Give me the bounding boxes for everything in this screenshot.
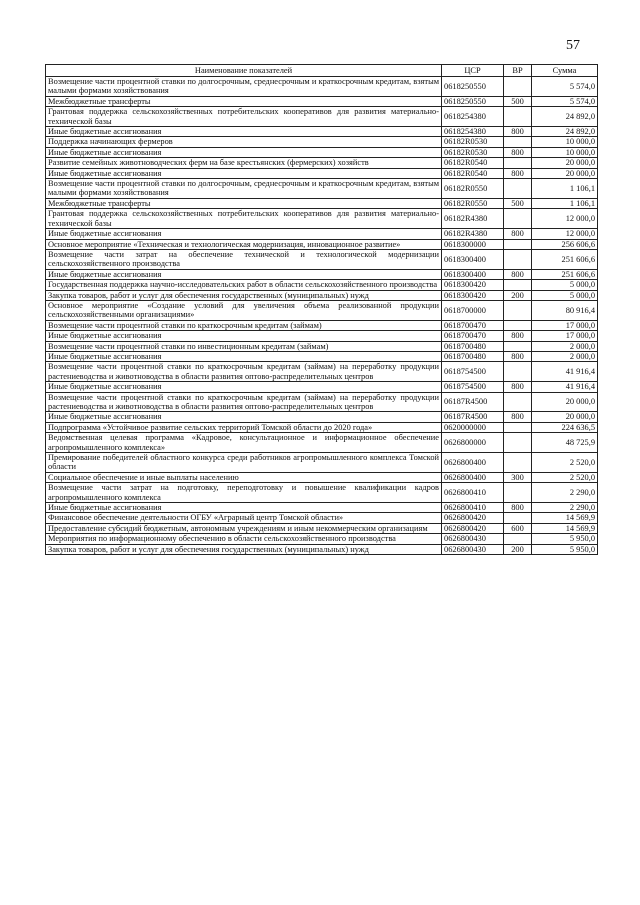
row-vr-cell: 200 <box>504 290 532 300</box>
row-name-cell: Возмещение части процентной ставки по долгосрочным, среднесрочным и краткосрочным кредитам, взятым малыми формами хозяйствования <box>46 77 442 97</box>
row-sum-cell: 2 520,0 <box>532 453 598 473</box>
row-csr-cell: 0618300000 <box>442 239 504 249</box>
row-csr-cell: 06182R0550 <box>442 179 504 199</box>
row-name-cell: Возмещение части процентной ставки по краткосрочным кредитам (займам) на переработку продукции растениеводства и животноводства в области развития оптово-распределительных центров <box>46 362 442 382</box>
row-vr-cell: 800 <box>504 127 532 137</box>
row-vr-cell <box>504 483 532 503</box>
row-name-cell: Иные бюджетные ассигнования <box>46 503 442 513</box>
row-csr-cell: 0618700470 <box>442 320 504 330</box>
row-vr-cell: 800 <box>504 229 532 239</box>
row-name-cell: Грантовая поддержка сельскохозяйственных потребительских кооперативов для развития материально-технической базы <box>46 107 442 127</box>
row-vr-cell <box>504 209 532 229</box>
row-name-cell: Финансовое обеспечение деятельности ОГБУ «Аграрный центр Томской области» <box>46 513 442 523</box>
row-name-cell: Иные бюджетные ассигнования <box>46 127 442 137</box>
row-csr-cell: 06182R0540 <box>442 168 504 178</box>
row-name-cell: Основное мероприятие «Техническая и технологическая модернизация, инновационное развитие» <box>46 239 442 249</box>
table-row <box>46 331 598 341</box>
row-sum-cell: 80 916,4 <box>532 300 598 320</box>
table-row <box>46 513 598 523</box>
row-name-cell: Поддержка начинающих фермеров <box>46 137 442 147</box>
row-sum-cell: 10 000,0 <box>532 137 598 147</box>
row-name-cell: Межбюджетные трансферты <box>46 198 442 208</box>
table-row <box>46 320 598 330</box>
row-csr-cell: 0618254380 <box>442 107 504 127</box>
table-row <box>46 412 598 422</box>
row-vr-cell <box>504 158 532 168</box>
row-csr-cell: 0626800430 <box>442 544 504 554</box>
table-row <box>46 422 598 432</box>
row-vr-cell <box>504 513 532 523</box>
table-row <box>46 229 598 239</box>
row-vr-cell <box>504 300 532 320</box>
row-vr-cell <box>504 239 532 249</box>
row-vr-cell: 800 <box>504 331 532 341</box>
row-csr-cell: 06187R4500 <box>442 392 504 412</box>
row-sum-cell: 14 569,9 <box>532 513 598 523</box>
row-name-cell: Возмещение части процентной ставки по инвестиционным кредитам (займам) <box>46 341 442 351</box>
table-row <box>46 239 598 249</box>
row-csr-cell: 0618700480 <box>442 341 504 351</box>
row-vr-cell <box>504 249 532 269</box>
table-row <box>46 77 598 97</box>
row-name-cell: Возмещение части процентной ставки по краткосрочным кредитам (займам) на переработку продукции растениеводства и животноводства в области развития оптово-распределительных центров <box>46 392 442 412</box>
row-vr-cell <box>504 422 532 432</box>
row-vr-cell <box>504 453 532 473</box>
row-csr-cell: 0618300400 <box>442 249 504 269</box>
table-row <box>46 269 598 279</box>
row-csr-cell: 06182R0540 <box>442 158 504 168</box>
row-vr-cell: 800 <box>504 269 532 279</box>
row-csr-cell: 0626800410 <box>442 483 504 503</box>
header-csr: ЦСР <box>442 65 504 77</box>
table-row <box>46 158 598 168</box>
row-sum-cell: 5 574,0 <box>532 77 598 97</box>
row-name-cell: Предоставление субсидий бюджетным, автономным учреждениям и иным некоммерческим организациям <box>46 523 442 533</box>
table-row <box>46 147 598 157</box>
row-csr-cell: 06182R4380 <box>442 209 504 229</box>
row-csr-cell: 0618250550 <box>442 77 504 97</box>
row-sum-cell: 2 000,0 <box>532 341 598 351</box>
row-sum-cell: 5 000,0 <box>532 280 598 290</box>
row-name-cell: Возмещение части затрат на подготовку, переподготовку и повышение квалификации кадров агропромышленного комплекса <box>46 483 442 503</box>
table-row <box>46 107 598 127</box>
row-vr-cell: 500 <box>504 96 532 106</box>
row-csr-cell: 0618254380 <box>442 127 504 137</box>
row-sum-cell: 24 892,0 <box>532 107 598 127</box>
row-csr-cell: 0618754500 <box>442 362 504 382</box>
table-header-row <box>46 65 598 77</box>
row-sum-cell: 2 290,0 <box>532 483 598 503</box>
row-csr-cell: 0626800430 <box>442 534 504 544</box>
table-row <box>46 351 598 361</box>
row-vr-cell <box>504 77 532 97</box>
row-vr-cell: 800 <box>504 412 532 422</box>
row-csr-cell: 0618700470 <box>442 331 504 341</box>
row-vr-cell <box>504 534 532 544</box>
row-sum-cell: 41 916,4 <box>532 382 598 392</box>
row-name-cell: Межбюджетные трансферты <box>46 96 442 106</box>
row-csr-cell: 0626800000 <box>442 433 504 453</box>
row-csr-cell: 0618754500 <box>442 382 504 392</box>
row-name-cell: Возмещение части затрат на обеспечение технической и технологической модернизации сельскохозяйственного производства <box>46 249 442 269</box>
row-sum-cell: 10 000,0 <box>532 147 598 157</box>
row-name-cell: Подпрограмма «Устойчивое развитие сельских территорий Томской области до 2020 года» <box>46 422 442 432</box>
row-vr-cell <box>504 280 532 290</box>
row-sum-cell: 2 290,0 <box>532 503 598 513</box>
row-sum-cell: 20 000,0 <box>532 392 598 412</box>
row-sum-cell: 12 000,0 <box>532 209 598 229</box>
row-sum-cell: 12 000,0 <box>532 229 598 239</box>
header-name: Наименование показателей <box>46 65 442 77</box>
table-row <box>46 280 598 290</box>
row-csr-cell: 0618700480 <box>442 351 504 361</box>
row-sum-cell: 5 950,0 <box>532 544 598 554</box>
row-vr-cell <box>504 320 532 330</box>
budget-table <box>45 64 598 555</box>
row-csr-cell: 06187R4500 <box>442 412 504 422</box>
row-sum-cell: 5 574,0 <box>532 96 598 106</box>
row-vr-cell: 800 <box>504 503 532 513</box>
row-sum-cell: 256 606,6 <box>532 239 598 249</box>
row-csr-cell: 0626800400 <box>442 453 504 473</box>
row-name-cell: Иные бюджетные ассигнования <box>46 269 442 279</box>
row-sum-cell: 2 520,0 <box>532 472 598 482</box>
table-row <box>46 544 598 554</box>
row-name-cell: Грантовая поддержка сельскохозяйственных потребительских кооперативов для развития материально-технической базы <box>46 209 442 229</box>
row-vr-cell: 600 <box>504 523 532 533</box>
row-vr-cell: 800 <box>504 382 532 392</box>
row-name-cell: Иные бюджетные ассигнования <box>46 147 442 157</box>
row-csr-cell: 0618250550 <box>442 96 504 106</box>
table-row <box>46 503 598 513</box>
row-sum-cell: 2 000,0 <box>532 351 598 361</box>
table-row <box>46 341 598 351</box>
table-row <box>46 290 598 300</box>
row-sum-cell: 20 000,0 <box>532 168 598 178</box>
table-row <box>46 179 598 199</box>
table-row <box>46 300 598 320</box>
row-sum-cell: 5 950,0 <box>532 534 598 544</box>
table-row <box>46 433 598 453</box>
row-vr-cell <box>504 362 532 382</box>
row-name-cell: Ведомственная целевая программа «Кадровое, консультационное и информационное обеспечение агропромышленного комплекса» <box>46 433 442 453</box>
row-csr-cell: 0620000000 <box>442 422 504 432</box>
row-name-cell: Иные бюджетные ассигнования <box>46 382 442 392</box>
row-sum-cell: 17 000,0 <box>532 320 598 330</box>
table-row <box>46 362 598 382</box>
table-row <box>46 198 598 208</box>
row-name-cell: Иные бюджетные ассигнования <box>46 331 442 341</box>
header-vr: ВР <box>504 65 532 77</box>
row-sum-cell: 20 000,0 <box>532 412 598 422</box>
row-sum-cell: 1 106,1 <box>532 198 598 208</box>
row-csr-cell: 0618700000 <box>442 300 504 320</box>
row-sum-cell: 224 636,5 <box>532 422 598 432</box>
table-row <box>46 96 598 106</box>
row-csr-cell: 0626800420 <box>442 523 504 533</box>
row-vr-cell <box>504 179 532 199</box>
row-csr-cell: 06182R0530 <box>442 137 504 147</box>
table-row <box>46 483 598 503</box>
table-row <box>46 472 598 482</box>
row-name-cell: Иные бюджетные ассигнования <box>46 412 442 422</box>
table-row <box>46 168 598 178</box>
row-sum-cell: 251 606,6 <box>532 269 598 279</box>
row-name-cell: Развитие семейных животноводческих ферм на базе крестьянских (фермерских) хозяйств <box>46 158 442 168</box>
row-sum-cell: 20 000,0 <box>532 158 598 168</box>
table-row <box>46 534 598 544</box>
row-name-cell: Премирование победителей областного конкурса среди работников агропромышленного комплекса Томской области <box>46 453 442 473</box>
table-row <box>46 453 598 473</box>
row-vr-cell: 800 <box>504 147 532 157</box>
header-sum: Сумма <box>532 65 598 77</box>
row-name-cell: Государственная поддержка научно-исследовательских работ в области сельскохозяйственного производства <box>46 280 442 290</box>
row-csr-cell: 0626800420 <box>442 513 504 523</box>
row-sum-cell: 17 000,0 <box>532 331 598 341</box>
row-vr-cell <box>504 392 532 412</box>
row-csr-cell: 06182R4380 <box>442 229 504 239</box>
row-csr-cell: 0618300420 <box>442 280 504 290</box>
row-sum-cell: 24 892,0 <box>532 127 598 137</box>
row-vr-cell <box>504 341 532 351</box>
row-sum-cell: 48 725,9 <box>532 433 598 453</box>
row-name-cell: Закупка товаров, работ и услуг для обеспечения государственных (муниципальных) нужд <box>46 290 442 300</box>
row-vr-cell <box>504 107 532 127</box>
page-number: 57 <box>566 38 580 53</box>
row-vr-cell: 800 <box>504 351 532 361</box>
row-sum-cell: 14 569,9 <box>532 523 598 533</box>
row-sum-cell: 1 106,1 <box>532 179 598 199</box>
row-name-cell: Иные бюджетные ассигнования <box>46 229 442 239</box>
row-name-cell: Иные бюджетные ассигнования <box>46 351 442 361</box>
row-name-cell: Возмещение части процентной ставки по краткосрочным кредитам (займам) <box>46 320 442 330</box>
row-name-cell: Иные бюджетные ассигнования <box>46 168 442 178</box>
table-row <box>46 382 598 392</box>
row-vr-cell <box>504 433 532 453</box>
row-csr-cell: 06182R0550 <box>442 198 504 208</box>
row-csr-cell: 06182R0530 <box>442 147 504 157</box>
row-csr-cell: 0618300420 <box>442 290 504 300</box>
row-vr-cell: 800 <box>504 168 532 178</box>
table-row <box>46 392 598 412</box>
row-vr-cell: 500 <box>504 198 532 208</box>
table-row <box>46 127 598 137</box>
table-body <box>46 77 598 555</box>
table-row <box>46 137 598 147</box>
row-name-cell: Закупка товаров, работ и услуг для обеспечения государственных (муниципальных) нужд <box>46 544 442 554</box>
row-vr-cell: 300 <box>504 472 532 482</box>
row-sum-cell: 5 000,0 <box>532 290 598 300</box>
table-row <box>46 249 598 269</box>
row-csr-cell: 0626800410 <box>442 503 504 513</box>
row-vr-cell <box>504 137 532 147</box>
table-row <box>46 209 598 229</box>
row-name-cell: Социальное обеспечение и иные выплаты населению <box>46 472 442 482</box>
row-name-cell: Мероприятия по информационному обеспечению в области сельскохозяйственного производства <box>46 534 442 544</box>
row-vr-cell: 200 <box>504 544 532 554</box>
row-sum-cell: 41 916,4 <box>532 362 598 382</box>
row-csr-cell: 0618300400 <box>442 269 504 279</box>
row-sum-cell: 251 606,6 <box>532 249 598 269</box>
row-csr-cell: 0626800400 <box>442 472 504 482</box>
table-row <box>46 523 598 533</box>
row-name-cell: Основное мероприятие «Создание условий для увеличения объема реализованной продукции сельскохозяйственными организациями» <box>46 300 442 320</box>
row-name-cell: Возмещение части процентной ставки по долгосрочным, среднесрочным и краткосрочным кредитам, взятым малыми формами хозяйствования <box>46 179 442 199</box>
